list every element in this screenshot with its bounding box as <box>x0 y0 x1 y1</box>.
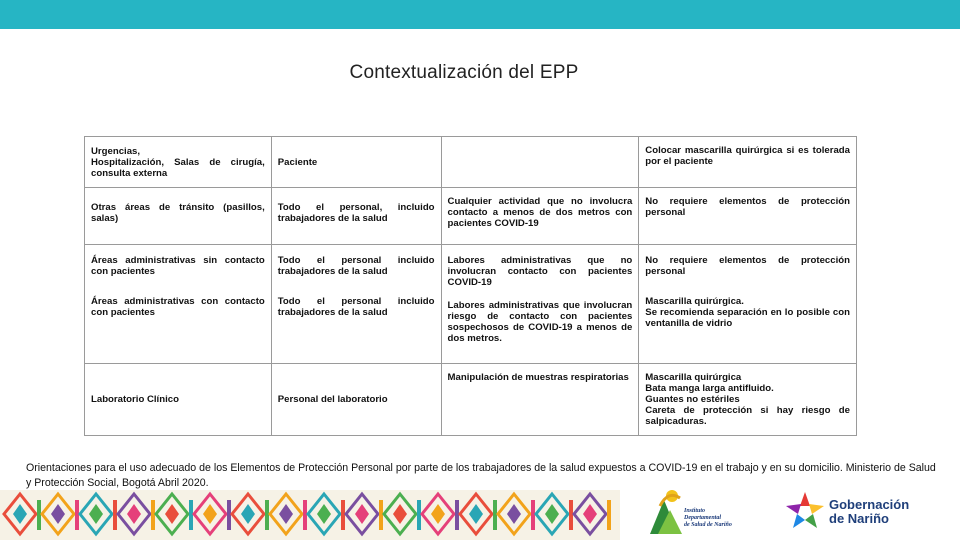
pattern-motif <box>151 500 155 530</box>
pattern-motif <box>189 500 193 530</box>
table-cell: No requiere elementos de protección personal Mascarilla quirúrgica. Se recomienda separación en lo posible con ventanilla de vidrio <box>639 245 857 364</box>
table-cell: Manipulación de muestras respiratorias <box>441 364 639 436</box>
pattern-motif <box>379 500 383 530</box>
pattern-motif <box>227 500 231 530</box>
pattern-motif <box>607 500 611 530</box>
source-caption: Orientaciones para el uso adecuado de los Elementos de Protección Personal por parte de los trabajadores de la salud expuestos a COVID-19 en el trabajo y en su domicilio. Ministerio de Salud y Protección Social, Bogotá Abril 2020. <box>26 462 936 489</box>
table-cell: Paciente <box>271 137 441 188</box>
table-cell: Labores administrativas que no involucran contacto con pacientes COVID-19 Labores administrativas que involucran riesgo de contacto con pacientes sospechosos de COVID-19 a menos de dos metros. <box>441 245 639 364</box>
table-row <box>85 245 857 364</box>
table-cell: Mascarilla quirúrgica Bata manga larga antifluido. Guantes no estériles Careta de protección si hay riesgo de salpicaduras. <box>639 364 857 436</box>
table-cell: Todo el personal incluido trabajadores de la salud Todo el personal incluido trabajadores de la salud <box>271 245 441 364</box>
instituto-logo-text: Instituto Departamental de Salud de Nariño <box>684 508 732 528</box>
table-cell <box>441 137 639 188</box>
table-cell: Personal del laboratorio <box>271 364 441 436</box>
pattern-motif <box>303 500 307 530</box>
table-cell: Laboratorio Clínico <box>85 364 272 436</box>
table-row <box>85 364 857 436</box>
epp-table <box>84 136 857 436</box>
pattern-motif <box>265 500 269 530</box>
pattern-motif <box>455 500 459 530</box>
pattern-motif <box>493 500 497 530</box>
table-cell: No requiere elementos de protección personal <box>639 188 857 245</box>
decorative-pattern-band <box>0 490 620 540</box>
table-row <box>85 137 857 188</box>
pattern-motif <box>341 500 345 530</box>
top-accent-bar <box>0 0 960 29</box>
table-cell: Colocar mascarilla quirúrgica si es tolerada por el paciente <box>639 137 857 188</box>
pattern-motif <box>569 500 573 530</box>
table-cell: Áreas administrativas sin contacto con pacientes Áreas administrativas con contacto con pacientes <box>85 245 272 364</box>
gobernacion-logo-text: Gobernación de Nariño <box>829 497 910 526</box>
pattern-motif <box>75 500 79 530</box>
pattern-motif <box>113 500 117 530</box>
table-cell: Urgencias, Hospitalización, Salas de cirugía, consulta externa <box>85 137 272 188</box>
table-row <box>85 188 857 245</box>
table-cell: Otras áreas de tránsito (pasillos, salas) <box>85 188 272 245</box>
pattern-motif <box>417 500 421 530</box>
table-cell: Cualquier actividad que no involucra contacto a menos de dos metros con pacientes COVID-19 <box>441 188 639 245</box>
slide-title: Contextualización del EPP <box>349 62 579 83</box>
pattern-motif <box>531 500 535 530</box>
table-cell: Todo el personal, incluido trabajadores de la salud <box>271 188 441 245</box>
pattern-motif <box>37 500 41 530</box>
